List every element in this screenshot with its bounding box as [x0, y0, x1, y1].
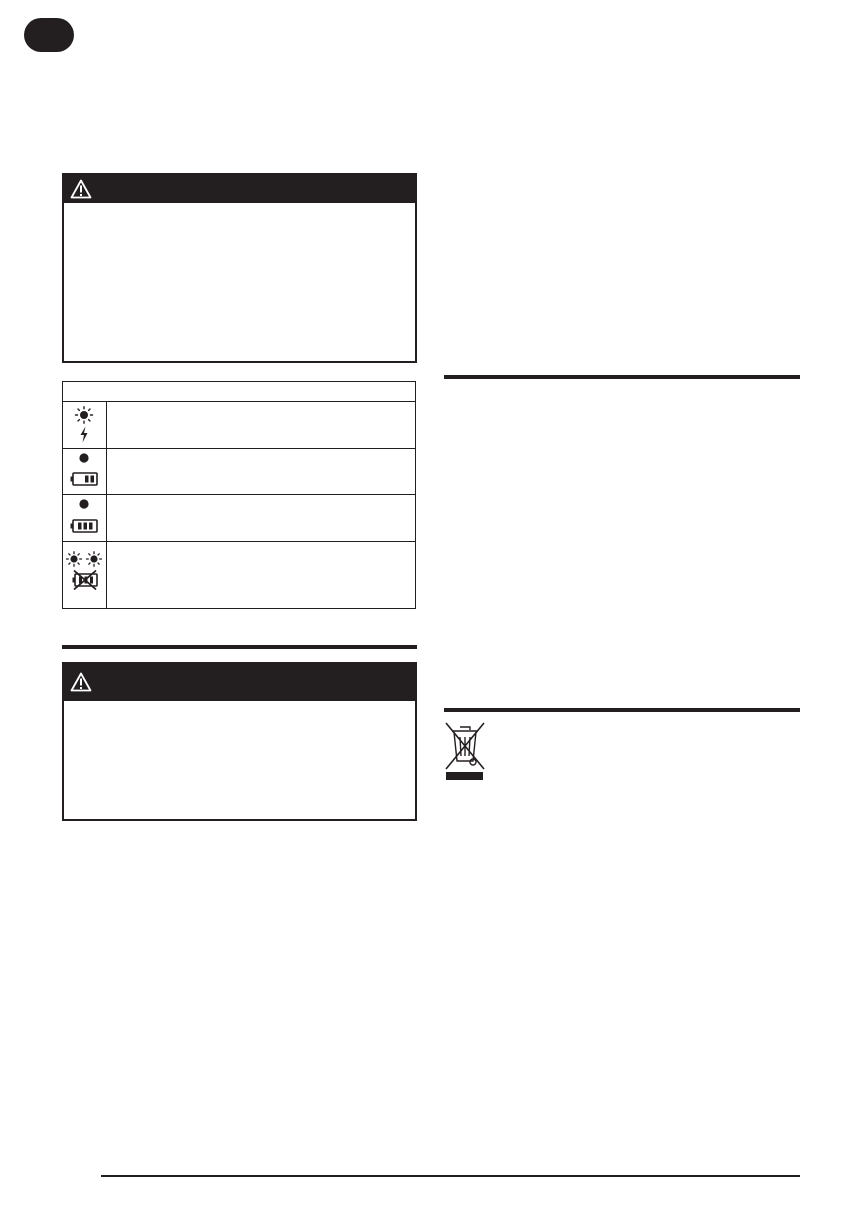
table-row	[63, 448, 106, 494]
battery-full-icon	[70, 519, 98, 533]
section-divider	[444, 708, 800, 712]
section-divider	[62, 645, 417, 649]
led-double-flashing-icon	[65, 551, 103, 567]
led-steady-icon	[79, 453, 89, 463]
language-tab	[24, 18, 74, 52]
charger-status-table	[62, 381, 416, 609]
battery-partial-icon	[70, 472, 98, 486]
table-row-divider	[63, 494, 415, 495]
table-row-divider	[63, 448, 415, 449]
table-row	[63, 401, 106, 448]
table-row-divider	[63, 541, 415, 542]
warning-triangle-icon	[70, 672, 92, 692]
table-header-divider	[63, 401, 415, 402]
warning-box-1	[62, 173, 417, 363]
warning-box-1-header	[64, 175, 415, 203]
warning-box-2-header	[64, 664, 415, 701]
table-column-divider	[106, 401, 107, 608]
lightning-charging-icon	[79, 426, 89, 443]
warning-triangle-icon	[70, 179, 92, 199]
table-row	[63, 541, 106, 609]
led-steady-icon	[79, 499, 89, 509]
battery-fault-crossed-icon	[71, 569, 99, 591]
led-flashing-icon	[74, 406, 94, 424]
warning-box-2	[62, 662, 417, 821]
table-row	[63, 494, 106, 541]
footer-rule	[101, 1175, 800, 1177]
crossed-out-wheelie-bin-icon	[444, 721, 486, 781]
section-divider	[444, 375, 800, 379]
